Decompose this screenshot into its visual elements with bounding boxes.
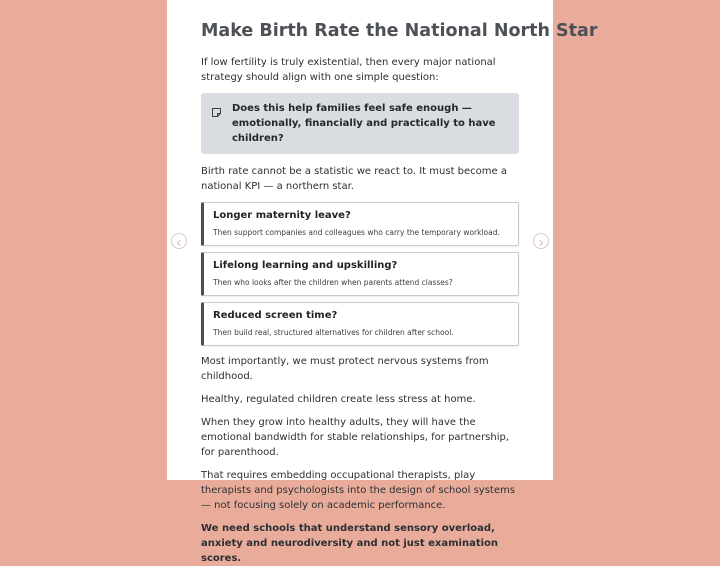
- policy-item-title: Longer maternity leave?: [213, 210, 351, 221]
- callout-text: Does this help families feel safe enough — emotionally, financially and practically to have children?: [232, 103, 496, 144]
- previous-slide-button[interactable]: [171, 233, 187, 249]
- policy-item-title: Lifelong learning and upskilling?: [213, 260, 398, 271]
- body-paragraph: Healthy, regulated children create less stress at home.: [201, 394, 476, 405]
- body-paragraph: Most importantly, we must protect nervous systems from childhood.: [201, 356, 489, 382]
- chevron-right-icon: [537, 232, 545, 251]
- policy-item-subtitle: Then who looks after the children when parents attend classes?: [213, 278, 453, 287]
- intro-paragraph: If low fertility is truly existential, then every major national strategy should align with one simple question:: [201, 57, 496, 83]
- policy-list: [201, 202, 519, 346]
- policy-item-title: Reduced screen time?: [213, 310, 338, 321]
- note-icon: [211, 103, 224, 122]
- policy-item: [201, 202, 519, 246]
- chevron-left-icon: [175, 232, 183, 251]
- body-paragraph: That requires embedding occupational therapists, play therapists and psychologists into the design of school systems — not focusing solely on academic performance.: [201, 470, 515, 511]
- slide-card: [167, 0, 598, 564]
- slide-title: Make Birth Rate the National North Star: [201, 21, 598, 41]
- policy-item-subtitle: Then support companies and colleagues who carry the temporary workload.: [213, 228, 500, 237]
- next-slide-button[interactable]: [533, 233, 549, 249]
- policy-item-subtitle: Then build real, structured alternatives for children after school.: [213, 328, 454, 337]
- kpi-paragraph: Birth rate cannot be a statistic we react to. It must become a national KPI — a northern star.: [201, 166, 507, 192]
- question-callout: [201, 93, 519, 154]
- policy-item: [201, 252, 519, 296]
- body-paragraph: When they grow into healthy adults, they will have the emotional bandwidth for stable relationships, for partnership, for parenthood.: [201, 417, 510, 458]
- policy-item: [201, 302, 519, 346]
- closing-paragraph: We need schools that understand sensory overload, anxiety and neurodiversity and not just examination scores.: [201, 523, 499, 564]
